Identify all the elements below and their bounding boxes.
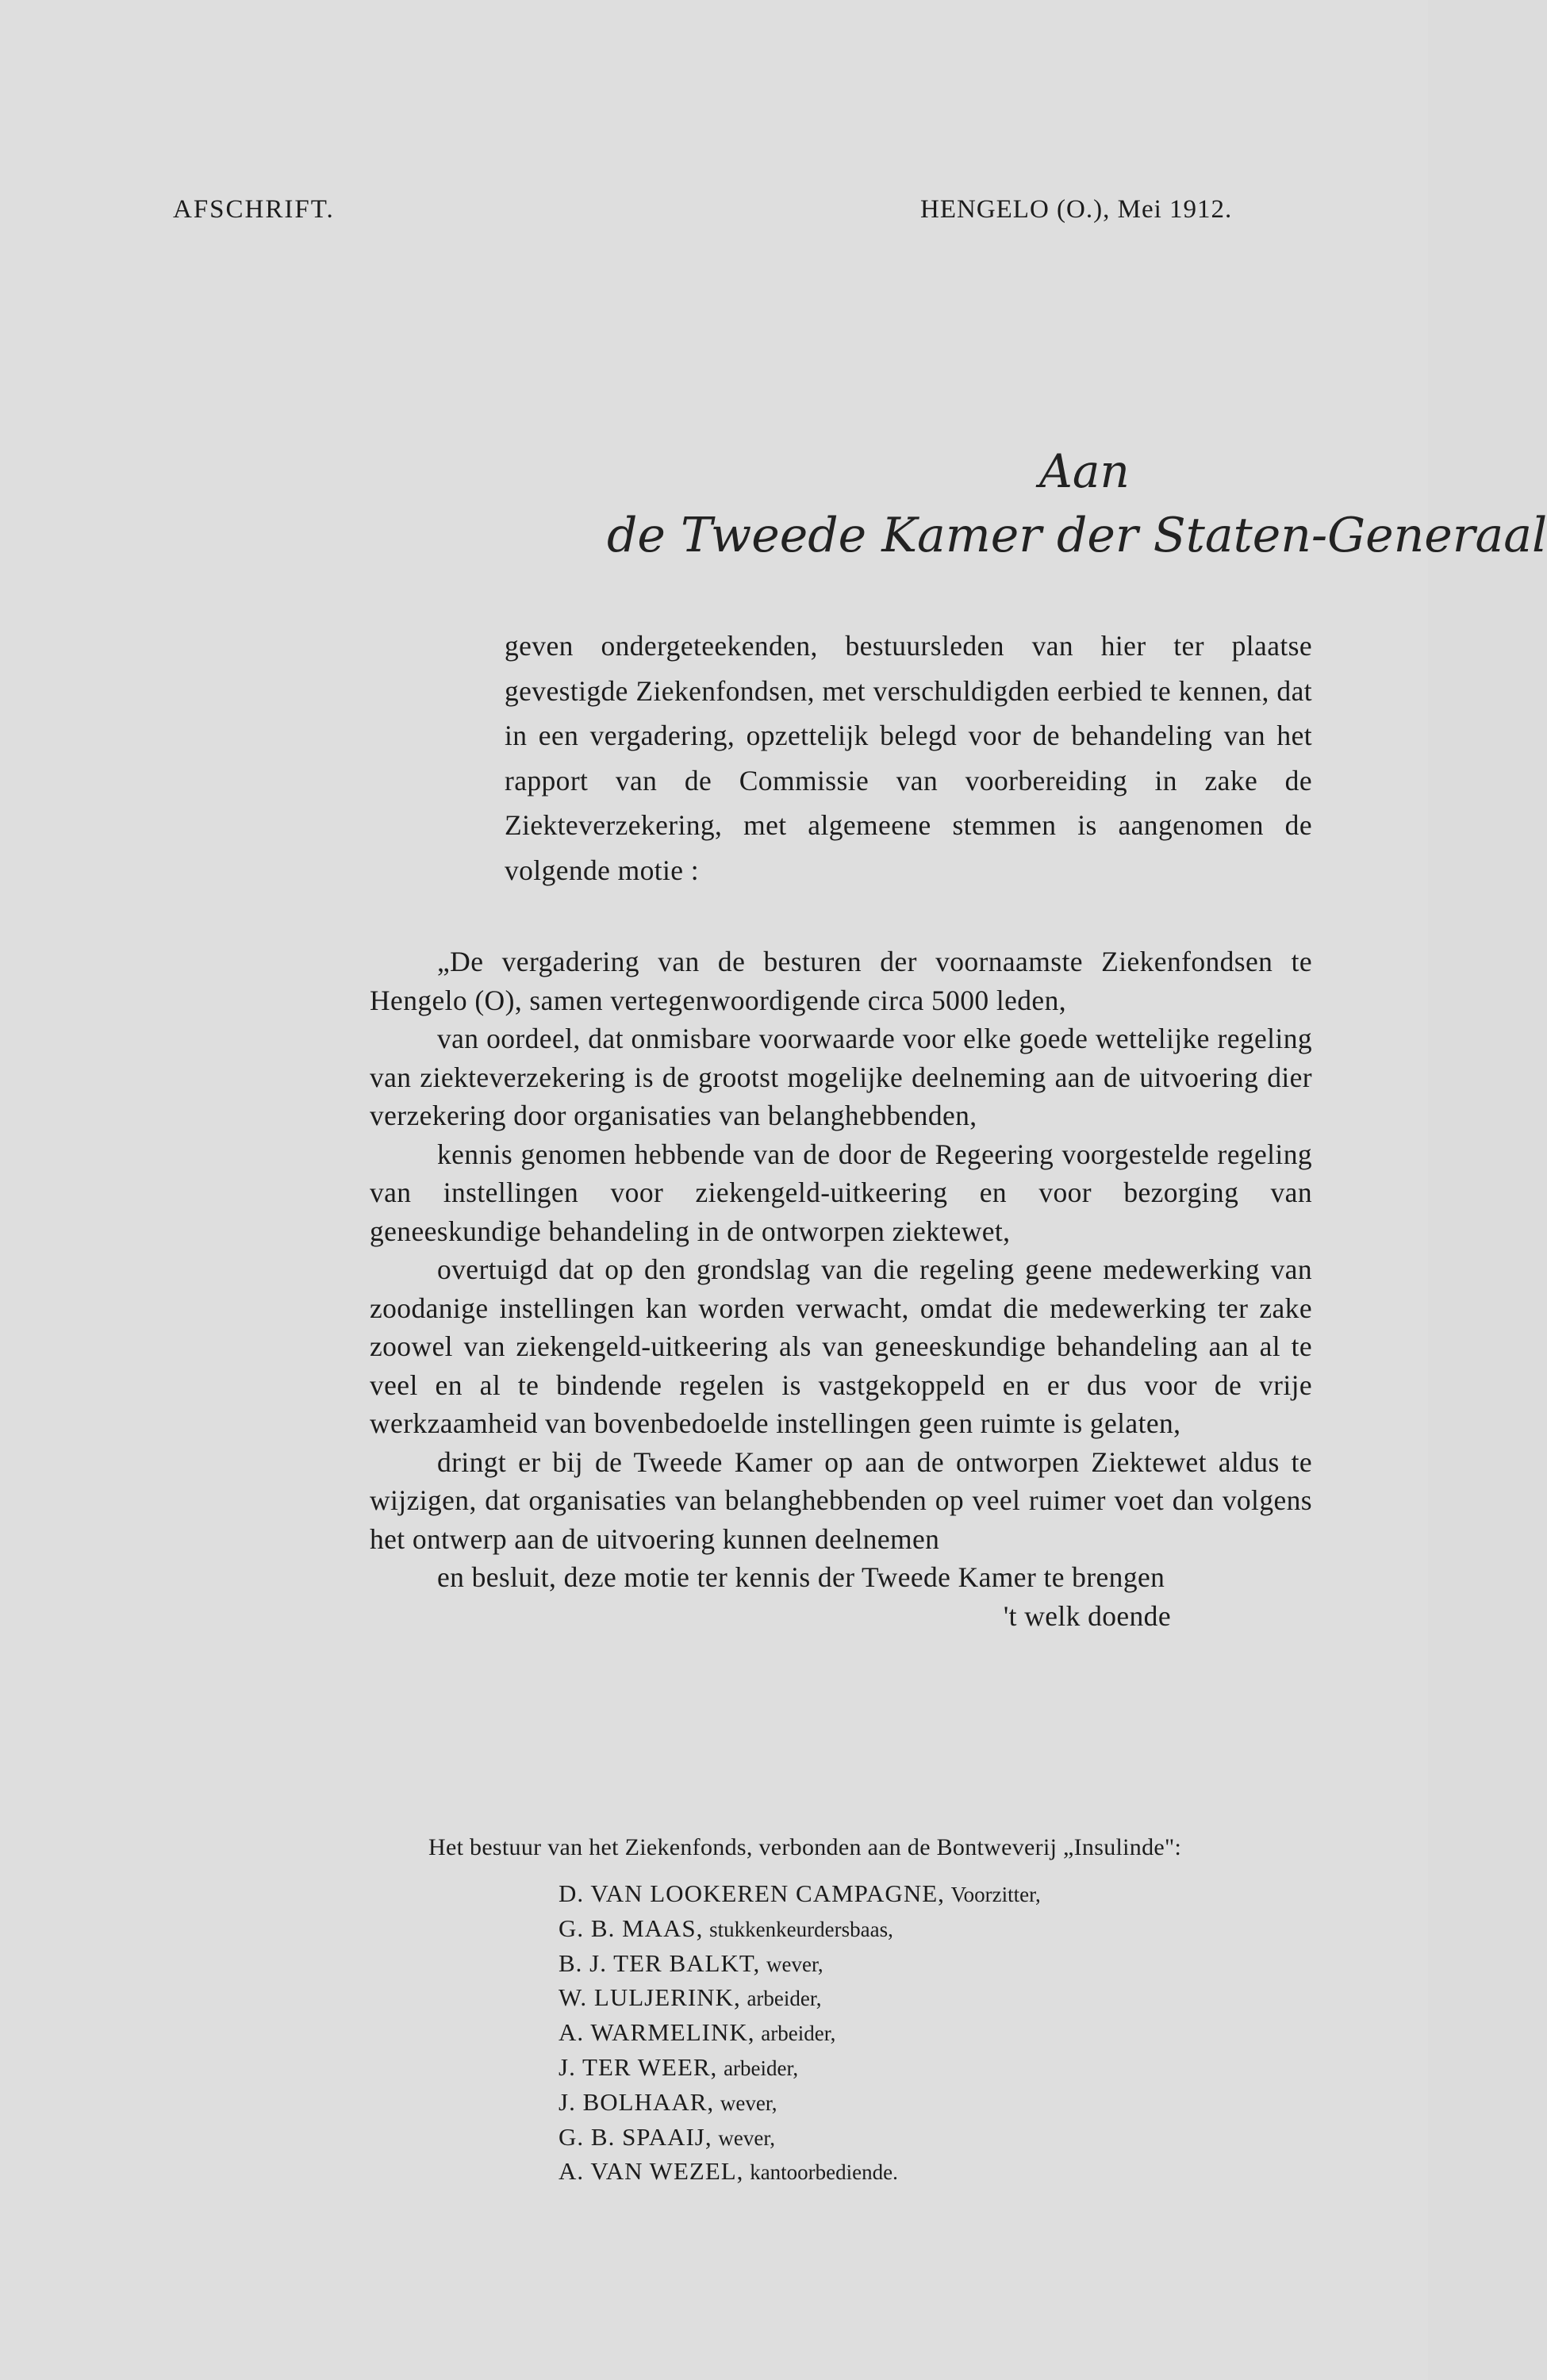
signatory-name: G. B. MAAS, [559,1914,704,1942]
signatory [559,2121,1041,2155]
motion-text [370,942,1312,1635]
motion-paragraph: kennis genomen hebbende van de door de Regeering voorgestelde regeling van instellingen voor ziekengeld-uitkeering en voor bezorging van geneeskundige behandeling in de ontworpen ziektewet, [370,1138,1312,1247]
signatory-role: kantoorbediende. [750,2160,898,2185]
motion-paragraph: dringt er bij de Tweede Kamer op aan de ontworpen Ziektewet aldus te wijzigen, dat organisaties van belanghebbenden op veel ruimer voet dan volgens het ontwerp aan de uitvoering kunnen deelnemen [370,1445,1312,1555]
signatory [559,2086,1041,2121]
signatory-name: A. WARMELINK, [559,2018,755,2047]
signatory-role: arbeider, [761,2021,836,2046]
signatory-role: wever, [718,2125,776,2150]
intro-paragraph: geven ondergeteekenden, bestuursleden van hier ter plaatse gevestigde Ziekenfondsen, met verschuldigden eerbied te kennen, dat in een vergadering, opzettelijk belegd voor de behandeling van het rapport van de Commissie van voorbereiding in zake de Ziekteverzekering, met algemeene stemmen is aangenomen de volgende motie : [505,630,1312,886]
signatory-name: J. BOLHAAR, [559,2087,715,2116]
motion-paragraph: „De vergadering van de besturen der voornaamste Ziekenfondsen te Hengelo (O), samen vertegenwoordigende circa 5000 leden, [370,946,1312,1016]
board-title: Het bestuur van het Ziekenfonds, verbonden aan de Bontweverij „Insulinde": [428,1834,1182,1860]
closing-phrase: 't welk doende [1003,1599,1171,1632]
motion-paragraph: overtuigd dat op den grondslag van die regeling geene medewerking van zoodanige instellingen kan worden verwacht, omdat die medewerking ter zake zoowel van ziekengeld-uitkeering als van geneeskundige behandeling aan al te veel en al te bindende regelen is vastgekoppeld en er dus voor de vrije werkzaamheid van bovenbedoelde instellingen geen ruimte is gelaten, [370,1253,1312,1439]
document-label: AFSCHRIFT. [173,195,335,224]
signatory-role: stukkenkeurdersbaas, [709,1917,893,1941]
signatory [559,1981,1041,2016]
signatory [559,2155,1041,2190]
signatory-role: wever, [720,2090,777,2115]
signatory-role: arbeider, [747,1987,822,2011]
signatory-role: arbeider, [724,2056,799,2080]
signatory-role: Voorzitter, [950,1883,1041,1906]
signatory-name: A. VAN WEZEL, [559,2157,744,2186]
place-date: HENGELO (O.), Mei 1912. [920,195,1233,224]
signatory-role: wever, [766,1952,823,1976]
signatory-name: W. LULJERINK, [559,1983,741,2012]
addressee-recipient: de Tweede Kamer der Staten-Generaal [607,508,1547,563]
signatory [559,2051,1041,2086]
signatory-name: B. J. TER BALKT, [559,1948,761,1977]
signatory-name: G. B. SPAAIJ, [559,2122,712,2151]
signatory-name: J. TER WEER, [559,2052,718,2081]
signatory [559,1947,1041,1982]
motion-paragraph: en besluit, deze motie ter kennis der Tweede Kamer te brengen [437,1561,1165,1593]
signatory-name: D. VAN LOOKEREN CAMPAGNE, [559,1879,945,1907]
motion-paragraph: van oordeel, dat onmisbare voorwaarde voor elke goede wettelijke regeling van ziekteverzekering is de grootst mogelijke deelneming aan de uitvoering dier verzekering door organisaties van belanghebbenden, [370,1023,1312,1131]
signatory-list [559,1877,1041,2190]
signatory [559,2016,1041,2051]
signatory [559,1877,1041,1912]
signatory [559,1912,1041,1947]
addressee-aan: Aan [1039,444,1130,498]
